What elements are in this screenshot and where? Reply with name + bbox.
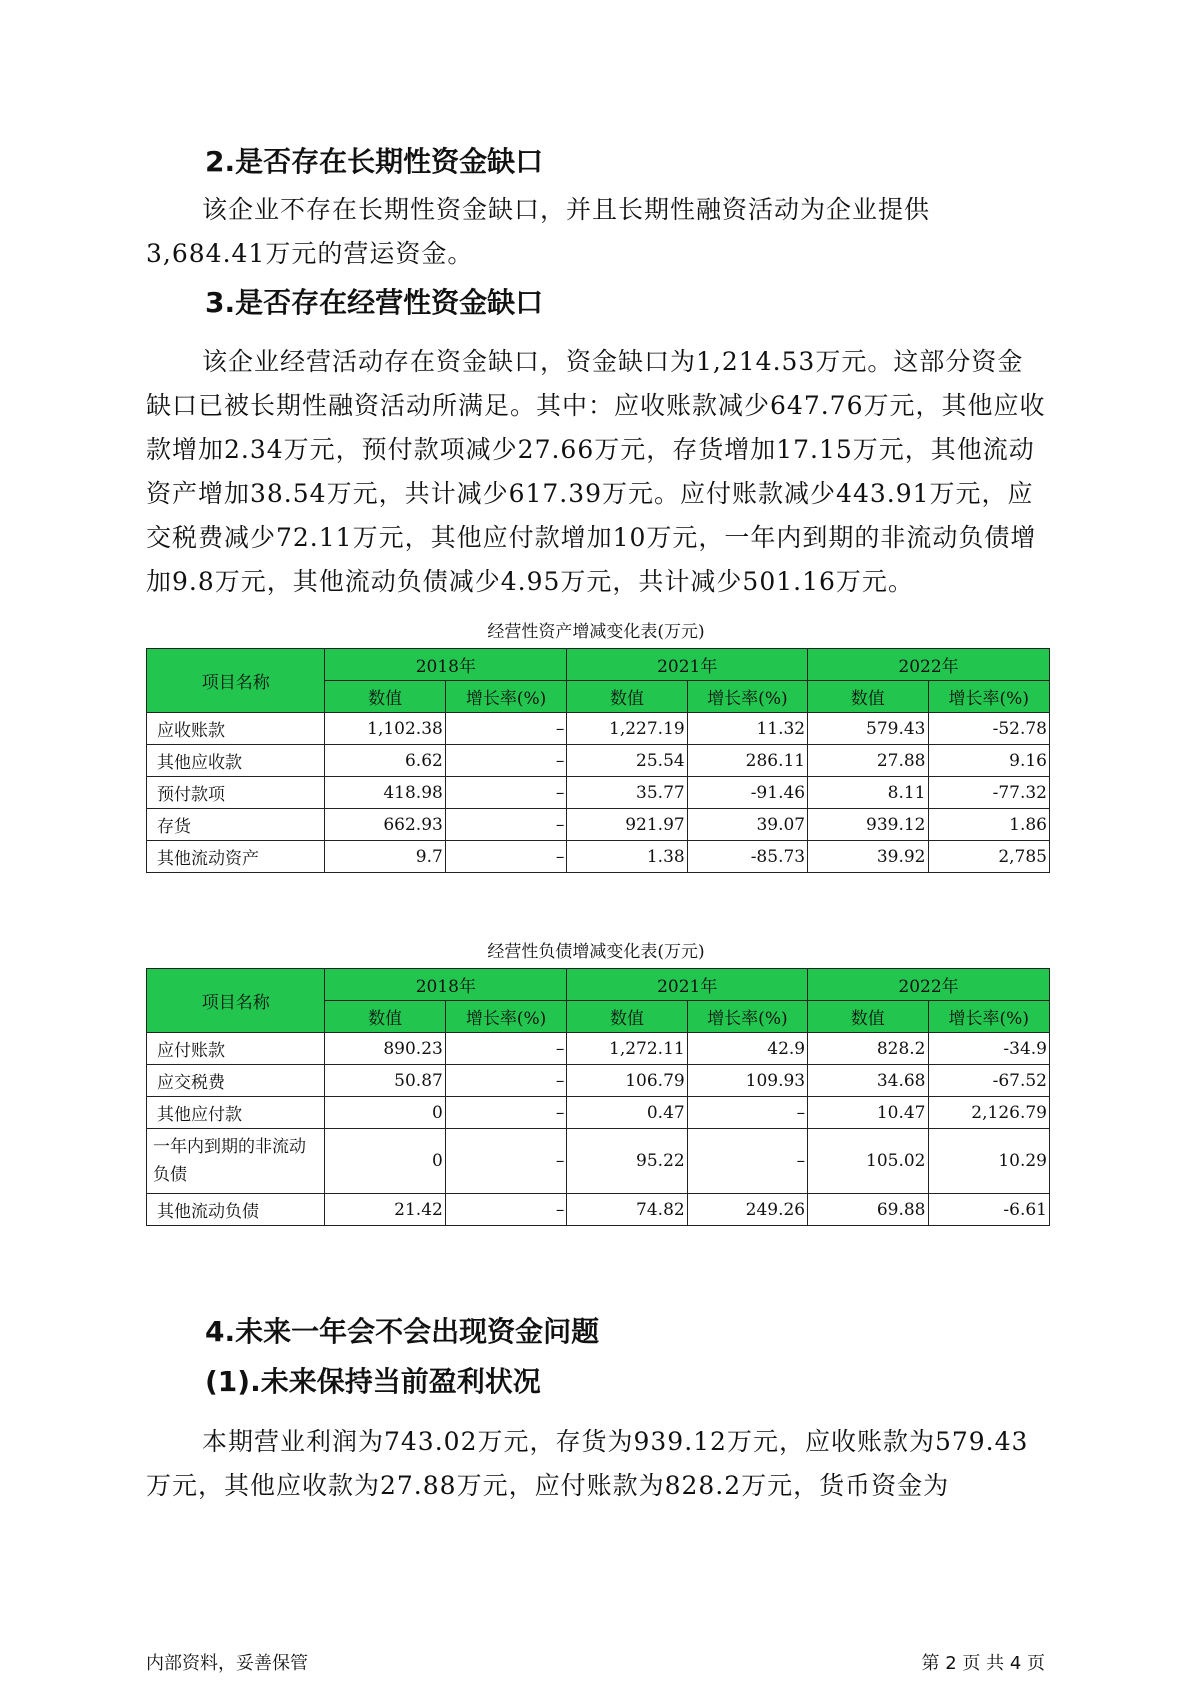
subsection-heading-4-1: (1).未来保持当前盈利状况 — [205, 1365, 541, 1398]
table-row — [147, 1194, 1050, 1226]
cell: 1,102.38 — [325, 713, 445, 745]
cell: -34.9 — [928, 1033, 1050, 1065]
cell: -85.73 — [687, 841, 807, 873]
cell: 95.22 — [567, 1129, 687, 1194]
row-name: 一年内到期的非流动负债 — [147, 1129, 325, 1194]
cell: 42.9 — [687, 1033, 807, 1065]
cell: 6.62 — [325, 745, 445, 777]
header-value: 数值 — [567, 681, 687, 713]
table-row — [147, 745, 1050, 777]
cell: 0 — [325, 1129, 445, 1194]
row-name: 其他流动资产 — [147, 841, 325, 873]
header-rate: 增长率(%) — [445, 1001, 566, 1033]
paragraph-4: 本期营业利润为743.02万元，存货为939.12万元，应收账款为579.43万元，其他应收款为27.88万元，应付账款为828.2万元，货币资金为 — [146, 1427, 1029, 1500]
cell: 2,126.79 — [928, 1097, 1050, 1129]
header-rate: 增长率(%) — [687, 1001, 807, 1033]
paragraph-3: 该企业经营活动存在资金缺口，资金缺口为1,214.53万元。这部分资金缺口已被长期性融资活动所满足。其中：应收账款减少647.76万元，其他应收款增加2.34万元，预付款项减少27.66万元，存货增加17.15万元，其他流动资产增加38.54万元，共计减少617.39万元。应付账款减少443.91万元，应交税费减少72.11万元，其他应付款增加10万元，一年内到期的非流动负债增加9.8万元，其他流动负债减少4.95万元，共计减少501.16万元。 — [146, 347, 1046, 596]
cell: 939.12 — [808, 809, 928, 841]
cell: – — [687, 1129, 807, 1194]
section-heading-2: 2.是否存在长期性资金缺口 — [205, 145, 544, 178]
table-row — [147, 777, 1050, 809]
cell: – — [445, 1097, 566, 1129]
cell: -77.32 — [928, 777, 1050, 809]
cell: 828.2 — [808, 1033, 928, 1065]
section-heading-4: 4.未来一年会不会出现资金问题 — [205, 1315, 600, 1348]
row-name: 其他流动负债 — [147, 1194, 325, 1226]
table-row — [147, 713, 1050, 745]
cell: 1.38 — [567, 841, 687, 873]
table-caption-assets: 经营性资产增减变化表(万元) — [487, 622, 705, 642]
cell: 21.42 — [325, 1194, 445, 1226]
header-year-2021: 2021年 — [567, 649, 808, 681]
table-row — [147, 841, 1050, 873]
row-name: 应交税费 — [147, 1065, 325, 1097]
row-name: 应收账款 — [147, 713, 325, 745]
header-value: 数值 — [808, 1001, 928, 1033]
cell: 921.97 — [567, 809, 687, 841]
cell: 1,272.11 — [567, 1033, 687, 1065]
cell: 286.11 — [687, 745, 807, 777]
header-value: 数值 — [325, 681, 445, 713]
cell: 249.26 — [687, 1194, 807, 1226]
cell: -6.61 — [928, 1194, 1050, 1226]
table-row — [147, 1097, 1050, 1129]
table-row — [147, 1033, 1050, 1065]
table-row — [147, 1129, 1050, 1194]
table-operating-assets — [146, 648, 1050, 873]
header-year-2018: 2018年 — [325, 969, 567, 1001]
header-item-name: 项目名称 — [147, 969, 325, 1033]
cell: – — [445, 713, 566, 745]
header-value: 数值 — [567, 1001, 687, 1033]
header-rate: 增长率(%) — [928, 681, 1050, 713]
cell: 662.93 — [325, 809, 445, 841]
header-item-name: 项目名称 — [147, 649, 325, 713]
cell: -67.52 — [928, 1065, 1050, 1097]
cell: 10.47 — [808, 1097, 928, 1129]
header-rate: 增长率(%) — [445, 681, 566, 713]
row-name: 应付账款 — [147, 1033, 325, 1065]
paragraph-2: 该企业不存在长期性资金缺口，并且长期性融资活动为企业提供3,684.41万元的营运资金。 — [146, 195, 931, 268]
cell: 27.88 — [808, 745, 928, 777]
cell: -52.78 — [928, 713, 1050, 745]
cell: 39.07 — [687, 809, 807, 841]
cell: 0 — [325, 1097, 445, 1129]
header-value: 数值 — [325, 1001, 445, 1033]
cell: 9.7 — [325, 841, 445, 873]
table-operating-liabilities — [146, 968, 1050, 1226]
cell: – — [445, 1129, 566, 1194]
cell: 1,227.19 — [567, 713, 687, 745]
cell: 418.98 — [325, 777, 445, 809]
header-year-2021: 2021年 — [567, 969, 808, 1001]
cell: 109.93 — [687, 1065, 807, 1097]
cell: – — [445, 1194, 566, 1226]
cell: 34.68 — [808, 1065, 928, 1097]
header-rate: 增长率(%) — [687, 681, 807, 713]
header-value: 数值 — [808, 681, 928, 713]
cell: 0.47 — [567, 1097, 687, 1129]
cell: – — [445, 745, 566, 777]
cell: 106.79 — [567, 1065, 687, 1097]
cell: -91.46 — [687, 777, 807, 809]
cell: 74.82 — [567, 1194, 687, 1226]
cell: 11.32 — [687, 713, 807, 745]
footer-note: 内部资料，妥善保管 — [146, 1653, 308, 1674]
page-number: 第 2 页 共 4 页 — [921, 1653, 1045, 1674]
cell: 50.87 — [325, 1065, 445, 1097]
header-year-2022: 2022年 — [808, 969, 1050, 1001]
cell: 69.88 — [808, 1194, 928, 1226]
row-name: 预付款项 — [147, 777, 325, 809]
table-row — [147, 809, 1050, 841]
cell: – — [445, 1033, 566, 1065]
row-name: 其他应收款 — [147, 745, 325, 777]
row-name: 其他应付款 — [147, 1097, 325, 1129]
cell: 1.86 — [928, 809, 1050, 841]
cell: 890.23 — [325, 1033, 445, 1065]
header-year-2018: 2018年 — [325, 649, 567, 681]
cell: 105.02 — [808, 1129, 928, 1194]
cell: 579.43 — [808, 713, 928, 745]
cell: 10.29 — [928, 1129, 1050, 1194]
cell: 39.92 — [808, 841, 928, 873]
cell: 8.11 — [808, 777, 928, 809]
cell: – — [445, 841, 566, 873]
cell: 35.77 — [567, 777, 687, 809]
table-row — [147, 1065, 1050, 1097]
header-rate: 增长率(%) — [928, 1001, 1050, 1033]
cell: 25.54 — [567, 745, 687, 777]
cell: 2,785 — [928, 841, 1050, 873]
section-heading-3: 3.是否存在经营性资金缺口 — [205, 286, 544, 319]
row-name: 存货 — [147, 809, 325, 841]
cell: – — [445, 777, 566, 809]
cell: – — [445, 1065, 566, 1097]
header-year-2022: 2022年 — [808, 649, 1050, 681]
table-caption-liabilities: 经营性负债增减变化表(万元) — [487, 942, 705, 962]
cell: – — [445, 809, 566, 841]
cell: 9.16 — [928, 745, 1050, 777]
cell: – — [687, 1097, 807, 1129]
